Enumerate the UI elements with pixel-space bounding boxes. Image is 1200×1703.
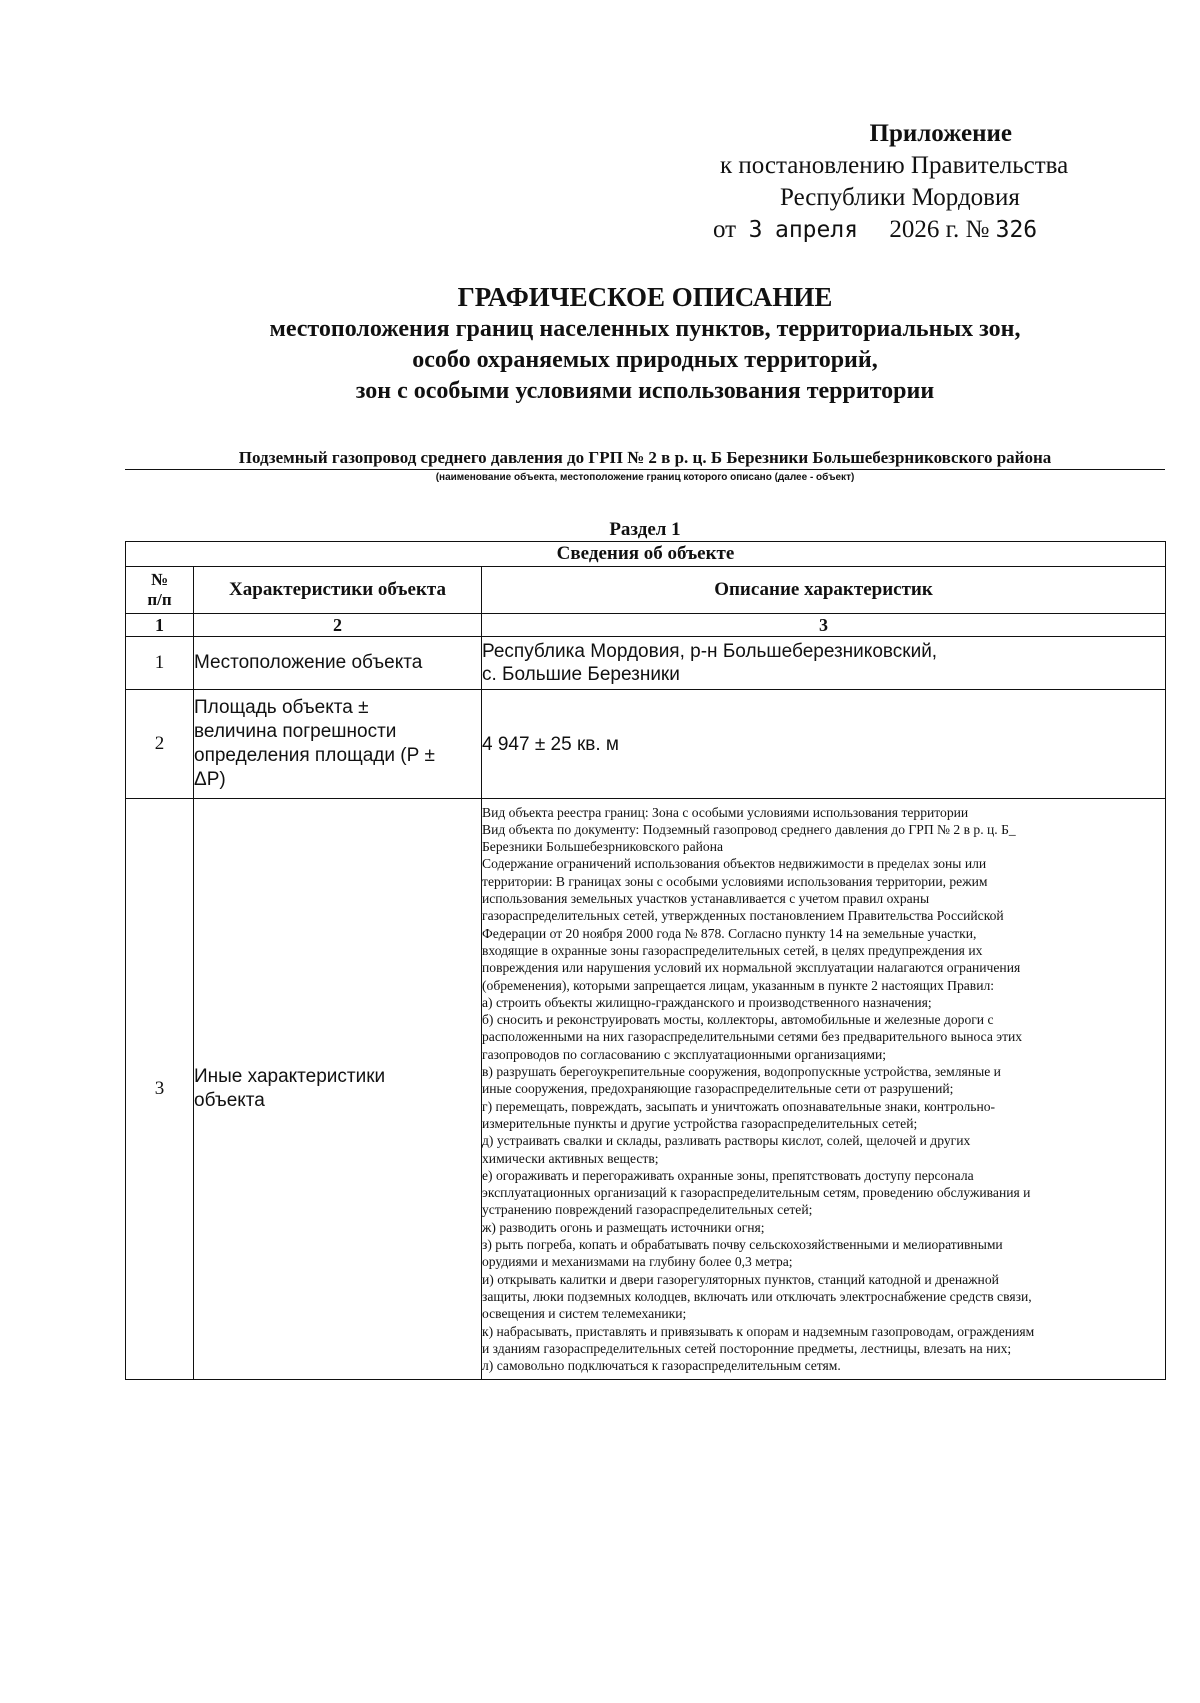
appendix-day: 3 xyxy=(748,217,763,243)
restriction-line: химически активных веществ; xyxy=(482,1150,659,1166)
appendix-year: 2026 г. № xyxy=(889,216,990,243)
appendix-heading: Приложение xyxy=(869,120,1012,147)
restriction-line: освещения и систем телемеханики; xyxy=(482,1306,687,1322)
object-name: Подземный газопровод среднего давления до ГРП № 2 в р. ц. Б Березники Большебезрниковского района xyxy=(125,447,1165,470)
restriction-line: г) перемещать, повреждать, засыпать и уничтожать опознавательные знаки, контрольно- xyxy=(482,1098,996,1114)
restriction-line: Вид объекта по документу: Подземный газопровод среднего давления до ГРП № 2 в р. ц. Б_ xyxy=(482,821,1016,837)
index-cell: 1 xyxy=(126,614,194,637)
table-caption: Сведения об объекте xyxy=(126,542,1166,567)
characteristic-line: Иные характеристики xyxy=(194,1066,386,1087)
appendix-from: от xyxy=(713,216,737,243)
characteristic-line: Площадь объекта ± xyxy=(194,697,369,718)
restriction-line: и) открывать калитки и двери газорегуляторных пунктов, станций катодной и дренажной xyxy=(482,1271,999,1287)
row-characteristic: Местоположение объекта xyxy=(194,637,482,690)
row-characteristic xyxy=(194,799,482,1380)
restriction-line: Березники Большебезрниковского района xyxy=(482,839,724,855)
restriction-line: защиты, люки подземных колодцев, включать или отключать электроснабжение средств связи, xyxy=(482,1288,1032,1304)
restriction-line: (обременения), которыми запрещается лицам, указанным в пункте 2 настоящих Правил: xyxy=(482,977,995,993)
appendix-block xyxy=(600,118,1160,246)
row-description: 4 947 ± 25 кв. м xyxy=(482,690,1166,799)
table-row xyxy=(126,637,1166,690)
appendix-line-1: к постановлению Правительства xyxy=(720,152,1069,179)
header-num-line-2: п/п xyxy=(147,590,172,609)
header-num xyxy=(126,567,194,614)
characteristic-line: величина погрешности xyxy=(194,721,397,742)
restriction-line: д) устраивать свалки и склады, разливать растворы кислот, солей, щелочей и других xyxy=(482,1133,971,1149)
restriction-line: повреждения или нарушения условий их нормальной эксплуатации налагаются ограничения xyxy=(482,960,1021,976)
characteristic-line: определения площади (Р ± xyxy=(194,745,435,766)
appendix-number: 326 xyxy=(995,217,1038,243)
restriction-line: расположенными на них газораспределительными сетями без предварительного выноса этих xyxy=(482,1029,1023,1045)
title-sub-1: местоположения границ населенных пунктов, территориальных зон, xyxy=(269,316,1021,342)
index-cell: 2 xyxy=(194,614,482,637)
row-number: 3 xyxy=(126,799,194,1380)
characteristic-line: ΔР) xyxy=(194,769,226,790)
object-caption: (наименование объекта, местоположение границ которого описано (далее - объект) xyxy=(435,472,855,483)
restriction-line: е) огораживать и перегораживать охранные зоны, препятствовать доступу персонала xyxy=(482,1167,974,1183)
title-sub-2: особо охраняемых природных территорий, xyxy=(412,347,878,373)
restriction-line: газораспределительных сетей, утвержденных постановлением Правительства Российской xyxy=(482,908,1004,924)
title-sub-3: зон с особыми условиями использования территории xyxy=(355,378,935,404)
header-characteristic: Характеристики объекта xyxy=(194,567,482,614)
restriction-line: иные сооружения, предохраняющие газораспределительные сети от разрушений; xyxy=(482,1081,954,1097)
restriction-line: эксплуатационных организаций к газораспределительным сетям, проведению обслуживания и xyxy=(482,1185,1031,1201)
restriction-line: з) рыть погреба, копать и обрабатывать почву сельскохозяйственными и мелиоративными xyxy=(482,1237,1003,1253)
section-title: Раздел 1 xyxy=(609,519,681,540)
object-info-table xyxy=(125,541,1166,1380)
characteristic-line: объекта xyxy=(194,1090,265,1111)
row-characteristic xyxy=(194,690,482,799)
table-caption-row xyxy=(126,542,1166,567)
row-number: 2 xyxy=(126,690,194,799)
restriction-line: территории: В границах зоны с особыми условиями использования территории, режим xyxy=(482,873,988,889)
index-cell: 3 xyxy=(482,614,1166,637)
restriction-line: входящие в охранные зоны газораспределительных сетей, в целях предупреждения их xyxy=(482,942,983,958)
restriction-line: орудиями и механизмами на глубину более 0,3 метра; xyxy=(482,1254,793,1270)
description-line: Республика Мордовия, р-н Большеберезниковский, xyxy=(482,641,938,662)
restriction-line: л) самовольно подключаться к газораспределительным сетям. xyxy=(482,1358,841,1374)
appendix-month: апреля xyxy=(774,217,859,243)
restriction-line: устранению повреждений газораспределительных сетей; xyxy=(482,1202,813,1218)
restriction-line: Вид объекта реестра границ: Зона с особыми условиями использования территории xyxy=(482,804,969,820)
header-num-line-1: № xyxy=(150,570,169,589)
table-row xyxy=(126,690,1166,799)
restriction-line: ж) разводить огонь и размещать источники огня; xyxy=(482,1219,765,1235)
restriction-line: к) набрасывать, приставлять и привязывать к опорам и надземным газопроводам, ограждениям xyxy=(482,1323,1035,1339)
restriction-line: Содержание ограничений использования объектов недвижимости в пределах зоны или xyxy=(482,856,987,872)
restriction-line: б) сносить и реконструировать мосты, коллекторы, автомобильные и железные дороги с xyxy=(482,1012,994,1028)
table-index-row xyxy=(126,614,1166,637)
restriction-line: а) строить объекты жилищно-гражданского и производственного назначения; xyxy=(482,994,932,1010)
row-number: 1 xyxy=(126,637,194,690)
row-description-restrictions xyxy=(482,799,1166,1380)
restriction-line: измерительные пункты и другие устройства газораспределительных сетей; xyxy=(482,1115,918,1131)
restriction-line: использования земельных участков устанавливается с учетом правил охраны xyxy=(482,891,930,907)
document-title xyxy=(0,280,1200,407)
row-description xyxy=(482,637,1166,690)
restriction-line: в) разрушать берегоукрепительные сооружения, водопропускные устройства, земляные и xyxy=(482,1064,1001,1080)
table-header-row xyxy=(126,567,1166,614)
restriction-line: Федерации от 20 ноября 2000 года № 878. Согласно пункту 14 на земельные участки, xyxy=(482,925,977,941)
restriction-line: и зданиям газораспределительных сетей посторонние предметы, лестницы, влезать на них; xyxy=(482,1340,1012,1356)
description-line: с. Большие Березники xyxy=(482,664,680,685)
header-description: Описание характеристик xyxy=(482,567,1166,614)
appendix-date-line xyxy=(600,214,1160,246)
title-main: ГРАФИЧЕСКОЕ ОПИСАНИЕ xyxy=(457,282,833,312)
table-row xyxy=(126,799,1166,1380)
restriction-line: газопроводов по согласованию с эксплуатационными организациями; xyxy=(482,1046,887,1062)
appendix-line-2: Республики Мордовия xyxy=(780,184,1020,211)
